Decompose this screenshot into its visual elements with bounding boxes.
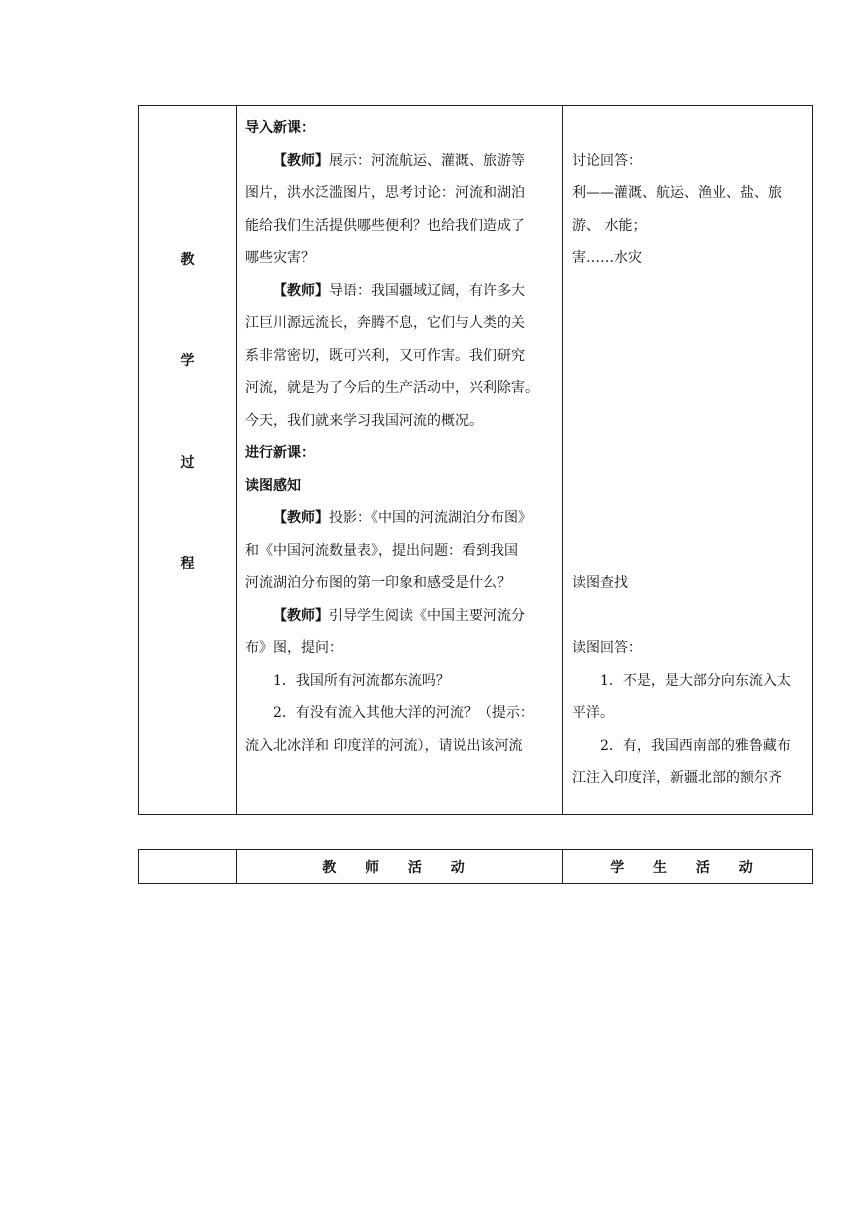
lesson-row — [139, 106, 813, 815]
harm-line: 害……水灾 — [572, 250, 642, 266]
teacher-paragraph: 【教师】展示：河流航运、灌溉、旅游等 — [273, 152, 525, 169]
paragraph-line: 布》图，提问： — [245, 640, 343, 656]
lesson-table — [138, 105, 813, 815]
paragraph-line: 系非常密切，既可兴利，又可作害。我们研究 — [245, 347, 525, 364]
section-label-char: 教 — [180, 252, 195, 268]
benefit-line: 利——灌溉、航运、渔业、盐、旅 — [572, 185, 782, 201]
answer-heading: 读图回答： — [572, 640, 642, 656]
benefit-line: 游、 水能； — [572, 217, 647, 234]
paragraph-line: 今天，我们就来学习我国河流的概况。 — [245, 412, 483, 429]
paragraph-line: 河流，就是为了今后的生产活动中，兴利除害。 — [245, 380, 539, 396]
discuss-label: 讨论回答： — [572, 152, 642, 169]
teacher-paragraph: 【教师】导语：我国疆域辽阔，有许多大 — [273, 282, 525, 299]
read-map-heading: 读图感知 — [245, 477, 301, 494]
paragraph-line: 江巨川源远流长，奔腾不息，它们与人类的关 — [245, 315, 525, 331]
intro-heading: 导入新课： — [245, 120, 315, 136]
find-on-map-label: 读图查找 — [572, 575, 628, 591]
section-label-char: 过 — [180, 455, 195, 471]
section-label-char: 学 — [180, 353, 195, 369]
paragraph-line: 河流湖泊分布图的第一印象和感受是什么？ — [245, 575, 511, 591]
answer-1: 1．不是，是大部分向东流入太 — [600, 672, 791, 689]
student-activity-header: 学 生 活 动 — [563, 850, 813, 884]
question-1: 1．我国所有河流都东流吗？ — [273, 672, 450, 689]
teacher-activity-header: 教 师 活 动 — [237, 850, 563, 884]
question-2: 2．有没有流入其他大洋的河流？（提示： — [273, 705, 534, 721]
answer-2: 2．有，我国西南部的雅鲁藏布 — [600, 737, 791, 754]
student-activity-cell — [563, 106, 813, 815]
paragraph-line: 流入北冰洋和 印度洋的河流），请说出该河流 — [245, 737, 523, 754]
teacher-paragraph: 【教师】引导学生阅读《中国主要河流分 — [273, 607, 525, 624]
teacher-paragraph: 【教师】投影：《中国的河流湖泊分布图》 — [273, 510, 532, 526]
teacher-tag: 【教师】 — [273, 510, 329, 526]
teacher-tag: 【教师】 — [273, 607, 329, 624]
paragraph-line: 和《中国河流数量表》，提出问题：看到我国 — [245, 542, 518, 559]
section-label-cell — [139, 106, 237, 815]
paragraph-line: 能给我们生活提供哪些便利？也给我们造成了 — [245, 217, 525, 234]
activity-header-table — [138, 849, 813, 884]
header-empty-cell — [139, 850, 237, 884]
paragraph-line: 哪些灾害？ — [245, 250, 315, 266]
answer-line: 江注入印度洋，新疆北部的额尔齐 — [572, 770, 782, 786]
section-label-char: 程 — [180, 556, 195, 572]
new-lesson-heading: 进行新课： — [245, 445, 315, 461]
teacher-tag: 【教师】 — [273, 282, 329, 299]
teacher-tag: 【教师】 — [273, 152, 329, 169]
paragraph-line: 图片，洪水泛滥图片，思考讨论：河流和湖泊 — [245, 185, 525, 201]
answer-line: 平洋。 — [572, 705, 614, 721]
teacher-activity-cell — [237, 106, 563, 815]
header-row — [139, 850, 813, 884]
